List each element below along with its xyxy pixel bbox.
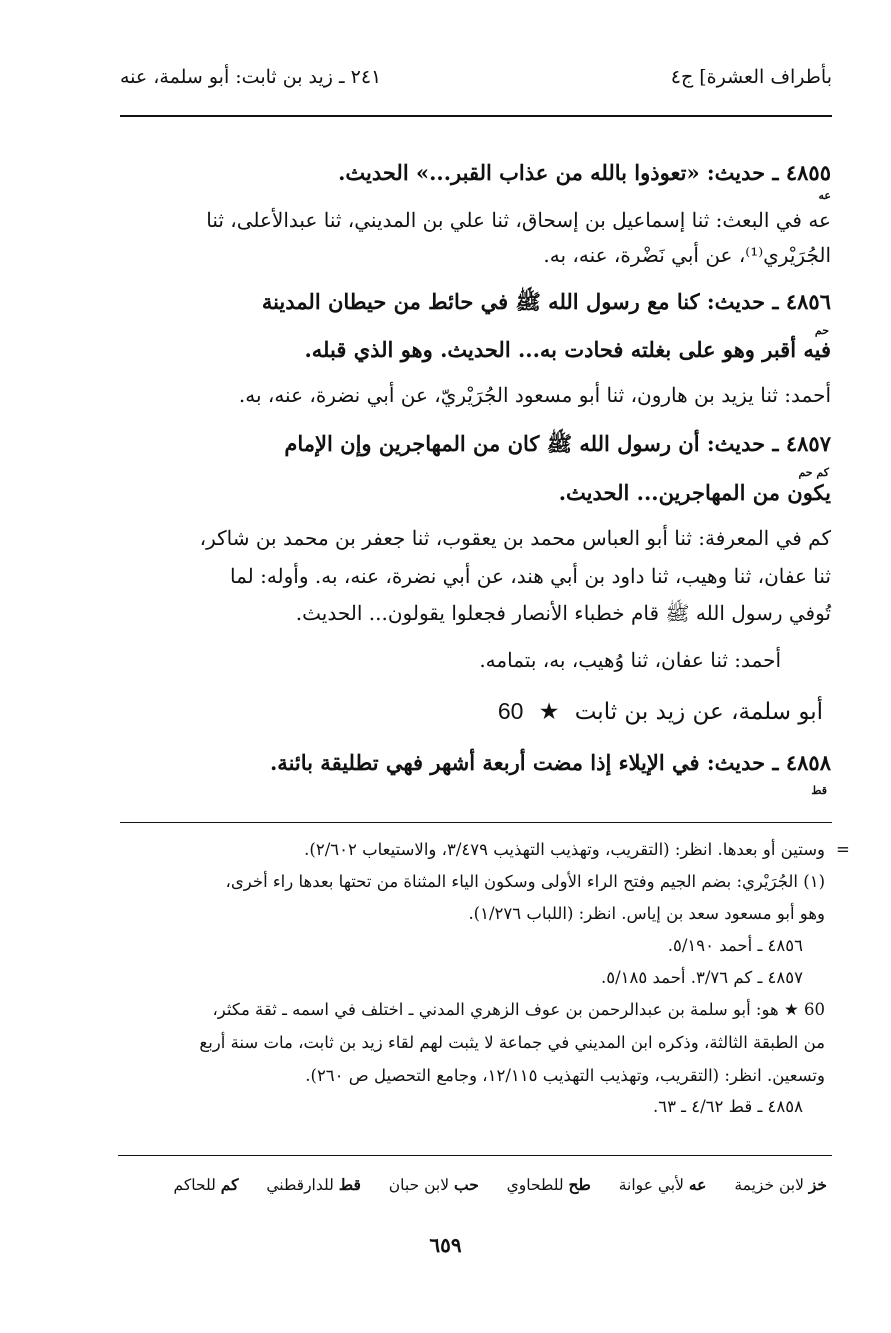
footnote-line: (١) الجُرَيْري: بضم الجيم وفتح الراء الأولى وسكون الياء المثناة من تحتها بعدها راء أخرى،	[225, 872, 825, 891]
siglum: حم	[814, 324, 829, 337]
abbr-name: للدارقطني	[266, 1176, 334, 1194]
footnote-line: من الطبقة الثالثة، وذكره ابن المديني في جماعة لا يثبت لهم لقاء زيد بن ثابت، مات سنة أربع	[199, 1033, 825, 1052]
footnote-line: ٤٨٥٧ ـ كم ٣/٧٦. أحمد ٥/١٨٥.	[601, 968, 803, 987]
abbreviations-rule	[118, 1155, 832, 1156]
header-rule	[120, 115, 832, 117]
isnad-line: الجُرَيْري⁽¹⁾، عن أبي نَضْرة، عنه، به.	[543, 243, 831, 267]
hadith-4858: ٤٨٥٨ ـ حديث: في الإيلاء إذا مضت أربعة أشهر فهي تطليقة بائنة.	[270, 750, 831, 775]
footnote-line: وهو أبو مسعود سعد بن إياس. انظر: (اللباب ١/٢٧٦).	[468, 904, 825, 923]
header-left: ٢٤١ ـ زيد بن ثابت: أبو سلمة، عنه	[120, 66, 382, 88]
abbr-code: طح	[568, 1175, 591, 1194]
isnad-line: عه في البعث: ثنا إسماعيل بن إسحاق، ثنا علي بن المديني، ثنا عبدالأعلى، ثنا	[206, 208, 831, 232]
page-number: ٦٥٩	[429, 1233, 462, 1257]
isnad-line: ثنا عفان، ثنا وهيب، ثنا داود بن أبي هند، عن أبي نضرة، عنه، به. وأوله: لما	[229, 564, 831, 588]
siglum: كم حم	[798, 466, 829, 479]
isnad-line: أحمد: ثنا يزيد بن هارون، ثنا أبو مسعود الجُرَيْريّ، عن أبي نضرة، عنه، به.	[238, 383, 831, 407]
isnad-line: كم في المعرفة: ثنا أبو العباس محمد بن يعقوب، ثنا جعفر بن محمد بن شاكر،	[199, 526, 831, 550]
continuation-mark: =	[836, 840, 850, 859]
footnote-line: وستين أو بعدها. انظر: (التقريب، وتهذيب التهذيب ٣/٤٧٩، والاستيعاب ٢/٦٠٢).	[304, 840, 825, 859]
running-header	[120, 66, 832, 100]
footnote-rule	[120, 822, 832, 823]
hadith-4857-cont: يكون من المهاجرين... الحديث.	[558, 480, 831, 505]
abbr-code: عه	[688, 1175, 707, 1194]
isnad-line: تُوفي رسول الله ﷺ قام خطباء الأنصار فجعلوا يقولون... الحديث.	[295, 601, 831, 625]
footnote-line: ٤٨٥٦ ـ أحمد ٥/١٩٠.	[667, 936, 803, 955]
abbr-name: لابن حبان	[388, 1176, 450, 1194]
footnote-line: ٤٨٥٨ ـ قط ٤/٦٢ ـ ٦٣.	[652, 1097, 803, 1116]
hadith-4856-cont: فيه أقبر وهو على بغلته فحادت به... الحديث. وهو الذي قبله.	[304, 337, 831, 362]
footnote-line: 60 ★ هو: أبو سلمة بن عبدالرحمن بن عوف الزهري المدني ـ اختلف في اسمه ـ ثقة مكثر،	[212, 1000, 825, 1019]
footnote-line: وتسعين. انظر: (التقريب، وتهذيب التهذيب ١٢/١١٥، وجامع التحصيل ص ٢٦٠).	[305, 1066, 825, 1085]
star-icon: ★	[538, 699, 560, 725]
siglum: قط	[811, 784, 827, 797]
abbreviations-key	[174, 1175, 827, 1194]
abbr-name: لابن خزيمة	[734, 1176, 804, 1194]
abbr-code: حب	[453, 1175, 479, 1194]
abbr-code: قط	[338, 1175, 361, 1194]
abbr-code: خز	[808, 1175, 827, 1194]
siglum: عه	[818, 189, 831, 202]
isnad-line: أحمد: ثنا عفان، ثنا وُهيب، به، بتمامه.	[479, 648, 781, 672]
abbr-name: لأبي عوانة	[618, 1176, 684, 1194]
header-right: بأطراف العشرة] ج٤	[670, 66, 832, 88]
section-title: أبو سلمة، عن زيد بن ثابت	[574, 699, 823, 725]
section-number: 60	[497, 698, 524, 724]
hadith-4856: ٤٨٥٦ ـ حديث: كنا مع رسول الله ﷺ في حائط من حيطان المدينة	[261, 289, 831, 314]
abbr-name: للطحاوي	[506, 1176, 564, 1194]
hadith-4857: ٤٨٥٧ ـ حديث: أن رسول الله ﷺ كان من المهاجرين وإن الإمام	[284, 431, 831, 456]
abbr-name: للحاكم	[173, 1176, 216, 1194]
hadith-4855: ٤٨٥٥ ـ حديث: «تعوذوا بالله من عذاب القبر...» الحديث.	[338, 160, 831, 185]
abbr-code: كم	[220, 1175, 239, 1194]
section-heading	[498, 698, 823, 725]
